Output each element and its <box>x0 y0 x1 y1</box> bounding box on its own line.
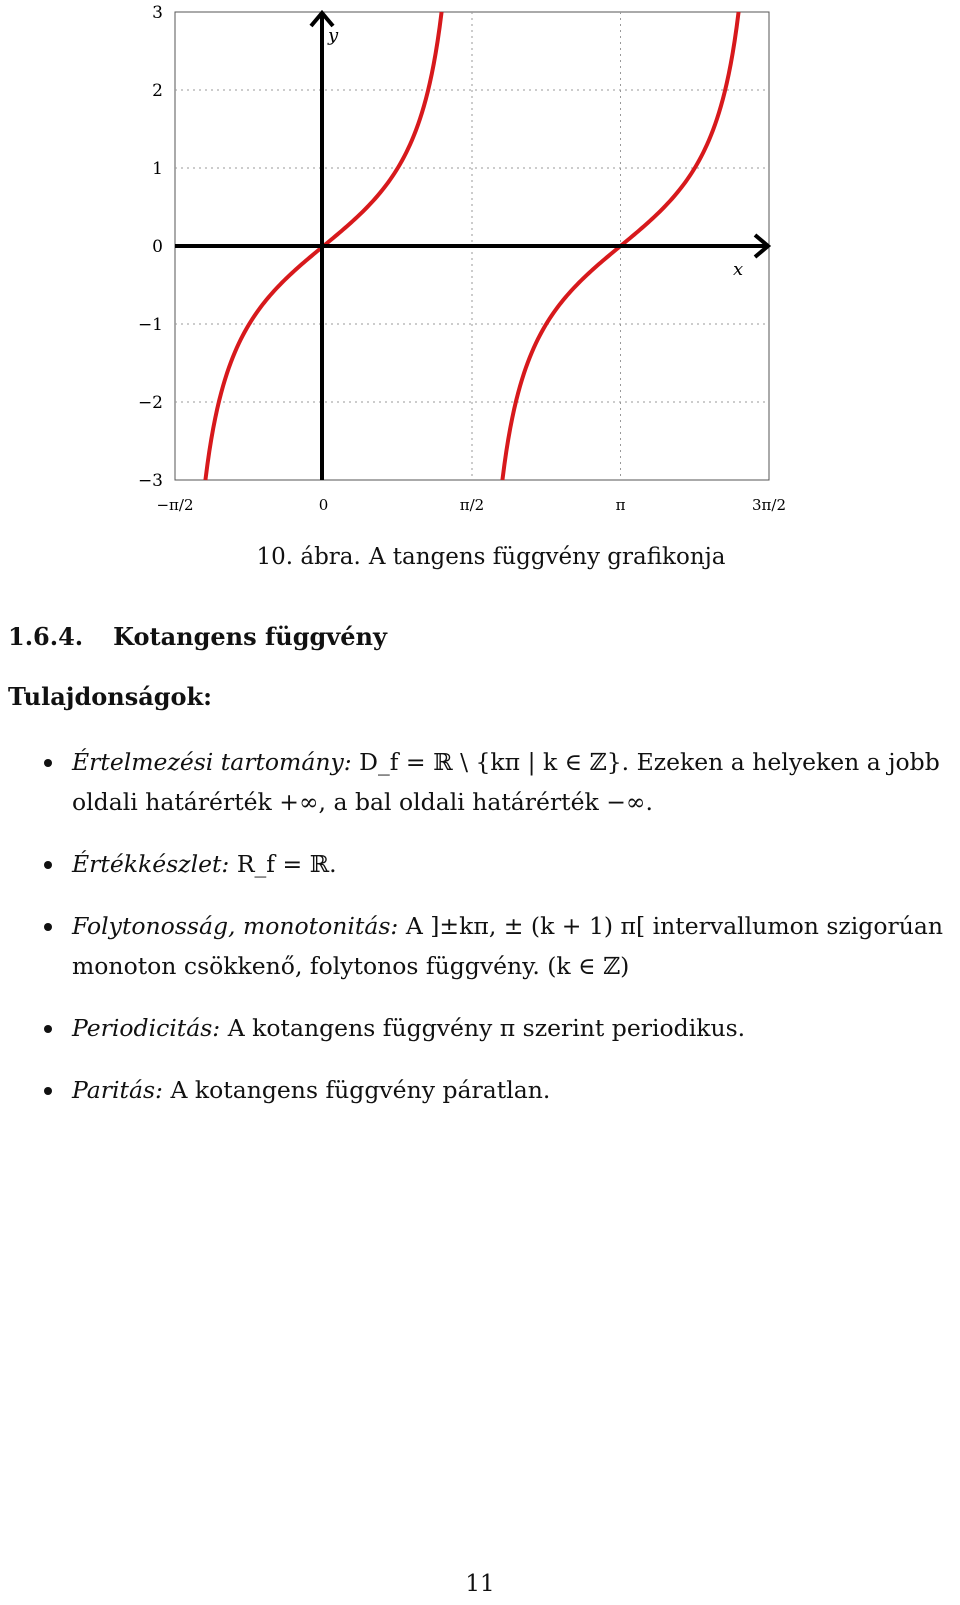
section-heading <box>8 622 387 651</box>
item-text: A ]±kπ, ± (k + 1) π[ intervallumon szigorúan monoton csökkenő, folytonos függvény. (k ∈ ℤ) <box>72 912 944 980</box>
list-item <box>0 906 950 986</box>
y-tick-label: −1 <box>137 315 163 335</box>
list-item <box>0 742 950 822</box>
list-item <box>0 1008 950 1048</box>
item-term: Paritás: <box>72 1076 163 1104</box>
bullet-icon <box>44 1025 52 1033</box>
item-term: Értékkészlet: <box>72 850 230 878</box>
bullet-icon <box>44 861 52 869</box>
item-term: Értelmezési tartomány: <box>72 748 352 776</box>
properties-list <box>0 742 950 1132</box>
caption-text: A tangens függvény grafikonja <box>368 544 726 570</box>
properties-label: Tulajdonságok: <box>8 682 213 711</box>
item-term: Periodicitás: <box>72 1014 221 1042</box>
figure-caption <box>0 544 960 570</box>
caption-number: 10. ábra. <box>256 544 361 570</box>
y-tick-label: −3 <box>137 471 163 491</box>
y-tick-labels <box>138 3 163 491</box>
x-tick-labels <box>156 496 786 514</box>
item-text: R_f = ℝ. <box>236 850 337 878</box>
y-tick-label: 2 <box>152 81 163 101</box>
x-tick-label: 3π/2 <box>752 496 786 514</box>
bullet-icon <box>44 759 52 767</box>
y-tick-label: −2 <box>137 393 163 413</box>
item-text: D_f = ℝ \ {kπ | k ∈ ℤ}. Ezeken a helyeken a jobb oldali határérték +∞, a bal oldali határérték −∞. <box>72 748 940 816</box>
list-item <box>0 1070 950 1110</box>
x-axis-label: x <box>733 259 744 280</box>
y-tick-label: 3 <box>152 3 163 23</box>
list-item <box>0 844 950 884</box>
x-tick-label: π <box>615 496 626 514</box>
item-text: A kotangens függvény π szerint periodikus. <box>227 1014 746 1042</box>
y-tick-label: 1 <box>152 159 163 179</box>
x-tick-label: −π/2 <box>156 496 194 514</box>
section-title: Kotangens függvény <box>113 622 387 651</box>
x-tick-label: 0 <box>318 496 329 514</box>
item-text: A kotangens függvény páratlan. <box>170 1076 551 1104</box>
bullet-icon <box>44 923 52 931</box>
bullet-icon <box>44 1087 52 1095</box>
page-number: 11 <box>465 1571 495 1597</box>
item-term: Folytonosság, monotonitás: <box>72 912 399 940</box>
tangent-graph <box>0 0 960 530</box>
x-tick-label: π/2 <box>459 496 485 514</box>
y-axis-label: y <box>328 25 339 46</box>
section-number: 1.6.4. <box>8 622 84 651</box>
y-tick-label: 0 <box>152 237 163 257</box>
